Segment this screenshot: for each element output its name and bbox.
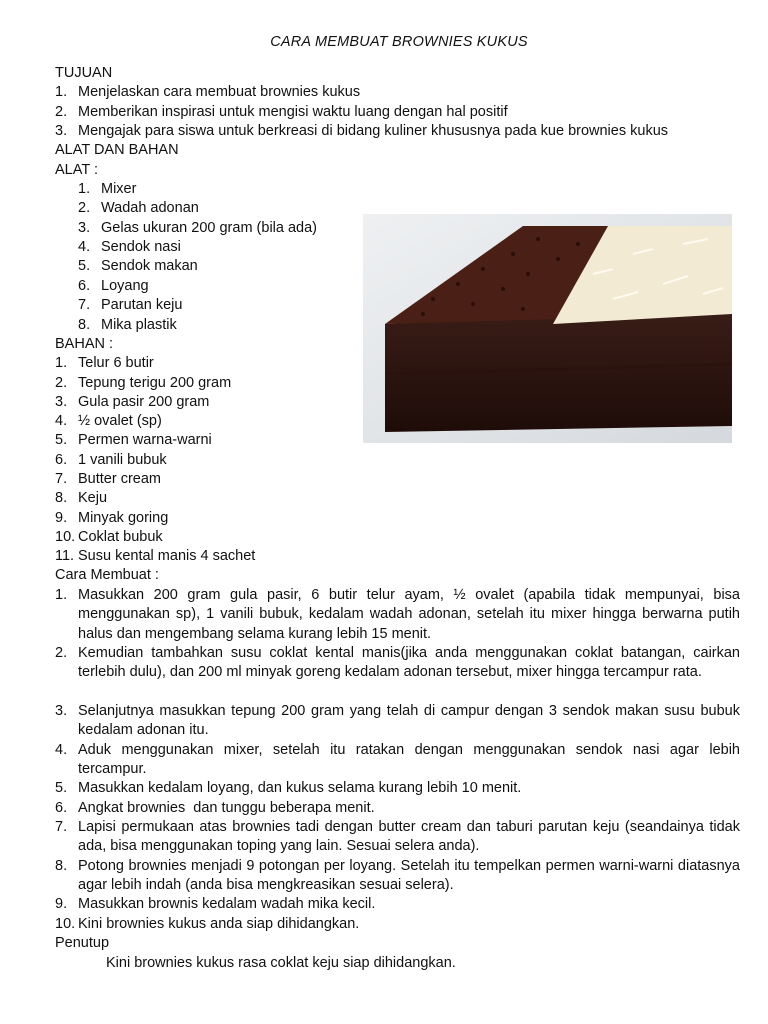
- alat-item-number: 5.: [78, 258, 91, 274]
- step-text: Masukkan 200 gram gula pasir, 6 butir telur ayam, ½ ovalet (apabila tidak mempunyai, bisa menggunakan sp), 1 vanili bubuk, kedalam wadah adonan, setelah itu mixer hingga berwarna putih halus dan mengembang selama kurang lebih 15 menit.: [78, 587, 740, 642]
- step-number: 3.: [55, 703, 68, 719]
- tujuan-item-text: Memberikan inspirasi untuk mengisi waktu luang dengan hal positif: [78, 104, 508, 120]
- alat-item-text: Gelas ukuran 200 gram (bila ada): [101, 220, 318, 236]
- brownies-photo: [363, 214, 732, 443]
- step-number: 6.: [55, 800, 68, 816]
- document-title: CARA MEMBUAT BROWNIES KUKUS: [270, 34, 528, 50]
- alat-item-number: 8.: [78, 317, 91, 333]
- alat-item-number: 3.: [78, 220, 91, 236]
- step-number: 2.: [55, 645, 68, 661]
- alat-item-text: Mixer: [101, 181, 137, 197]
- tujuan-item-text: Menjelaskan cara membuat brownies kukus: [78, 84, 361, 100]
- cara-heading: Cara Membuat :: [55, 567, 159, 583]
- alat-item-text: Parutan keju: [101, 297, 183, 313]
- step-number: 4.: [55, 742, 68, 758]
- bahan-item-text: Telur 6 butir: [78, 355, 154, 371]
- penutup-heading: Penutup: [55, 935, 110, 951]
- bahan-item-text: Gula pasir 200 gram: [78, 394, 210, 410]
- step-text: Kini brownies kukus anda siap dihidangkan.: [78, 916, 360, 932]
- step-text: Potong brownies menjadi 9 potongan per loyang. Setelah itu tempelkan permen warni-warni diatasnya agar lebih indah (anda bisa mengkreasikan sesuai selera).: [78, 858, 740, 894]
- alat-item-number: 2.: [78, 200, 91, 216]
- alat-item-text: Sendok makan: [101, 258, 198, 274]
- step-number: 10.: [55, 916, 76, 932]
- step-text: Masukkan brownis kedalam wadah mika kecil.: [78, 896, 376, 912]
- bahan-item-text: Butter cream: [78, 471, 161, 487]
- bahan-item-number: 3.: [55, 394, 68, 410]
- step-text: Kemudian tambahkan susu coklat kental manis(jika anda menggunakan coklat batangan, cairkan terlebih dulu), dan 200 ml minyak goreng kedalam adonan tersebut, mixer hingga tercampur rata.: [78, 645, 740, 681]
- bahan-item-number: 11.: [55, 548, 75, 564]
- alat-heading: ALAT :: [55, 162, 98, 178]
- step-number: 9.: [55, 896, 68, 912]
- tujuan-item-number: 2.: [55, 104, 68, 120]
- bahan-item-text: Susu kental manis 4 sachet: [78, 548, 256, 564]
- alat-item-text: Sendok nasi: [101, 239, 181, 255]
- bahan-item-number: 6.: [55, 452, 68, 468]
- bahan-item-number: 1.: [55, 355, 68, 371]
- tujuan-item-text: Mengajak para siswa untuk berkreasi di bidang kuliner khususnya pada kue brownies kukus: [78, 123, 669, 139]
- bahan-item-number: 2.: [55, 375, 68, 391]
- bahan-item-number: 5.: [55, 432, 68, 448]
- tujuan-item-number: 1.: [55, 84, 68, 100]
- alat-item-text: Loyang: [101, 278, 149, 294]
- step-text: Selanjutnya masukkan tepung 200 gram yang telah di campur dengan 3 sendok makan susu bubuk kedalam adonan itu.: [78, 703, 740, 739]
- bahan-item-text: Minyak goring: [78, 510, 169, 526]
- step-number: 5.: [55, 780, 68, 796]
- step-text: Masukkan kedalam loyang, dan kukus selama kurang lebih 10 menit.: [78, 780, 522, 796]
- bahan-item-number: 9.: [55, 510, 68, 526]
- alat-item-text: Wadah adonan: [101, 200, 199, 216]
- alat-item-number: 7.: [78, 297, 91, 313]
- alat-bahan-heading: ALAT DAN BAHAN: [55, 142, 179, 158]
- bahan-item-text: ½ ovalet (sp): [78, 413, 162, 429]
- tujuan-heading: TUJUAN: [55, 65, 113, 81]
- alat-item-text: Mika plastik: [101, 317, 177, 333]
- bahan-item-number: 4.: [55, 413, 68, 429]
- bahan-item-number: 7.: [55, 471, 68, 487]
- bahan-item-number: 10.: [55, 529, 76, 545]
- step-text: Aduk menggunakan mixer, setelah itu ratakan dengan menggunakan sendok nasi agar lebih tercampur.: [78, 742, 740, 778]
- bahan-heading: BAHAN :: [55, 336, 114, 352]
- tujuan-item-number: 3.: [55, 123, 68, 139]
- step-text: Lapisi permukaan atas brownies tadi dengan butter cream dan taburi parutan keju (seandainya tidak ada, bisa menggunakan toping yang lain. Sesuai selera anda).: [78, 819, 740, 855]
- step-number: 8.: [55, 858, 68, 874]
- bahan-item-text: 1 vanili bubuk: [78, 452, 167, 468]
- bahan-item-text: Coklat bubuk: [78, 529, 163, 545]
- step-text: Angkat brownies dan tunggu beberapa menit.: [78, 800, 375, 816]
- alat-item-number: 6.: [78, 278, 91, 294]
- bahan-item-text: Tepung terigu 200 gram: [78, 375, 232, 391]
- alat-item-number: 1.: [78, 181, 91, 197]
- bahan-item-text: Keju: [78, 490, 108, 506]
- step-number: 7.: [55, 819, 68, 835]
- penutup-text: Kini brownies kukus rasa coklat keju siap dihidangkan.: [106, 955, 456, 971]
- step-number: 1.: [55, 587, 68, 603]
- bahan-item-text: Permen warna-warni: [78, 432, 212, 448]
- bahan-item-number: 8.: [55, 490, 68, 506]
- alat-item-number: 4.: [78, 239, 91, 255]
